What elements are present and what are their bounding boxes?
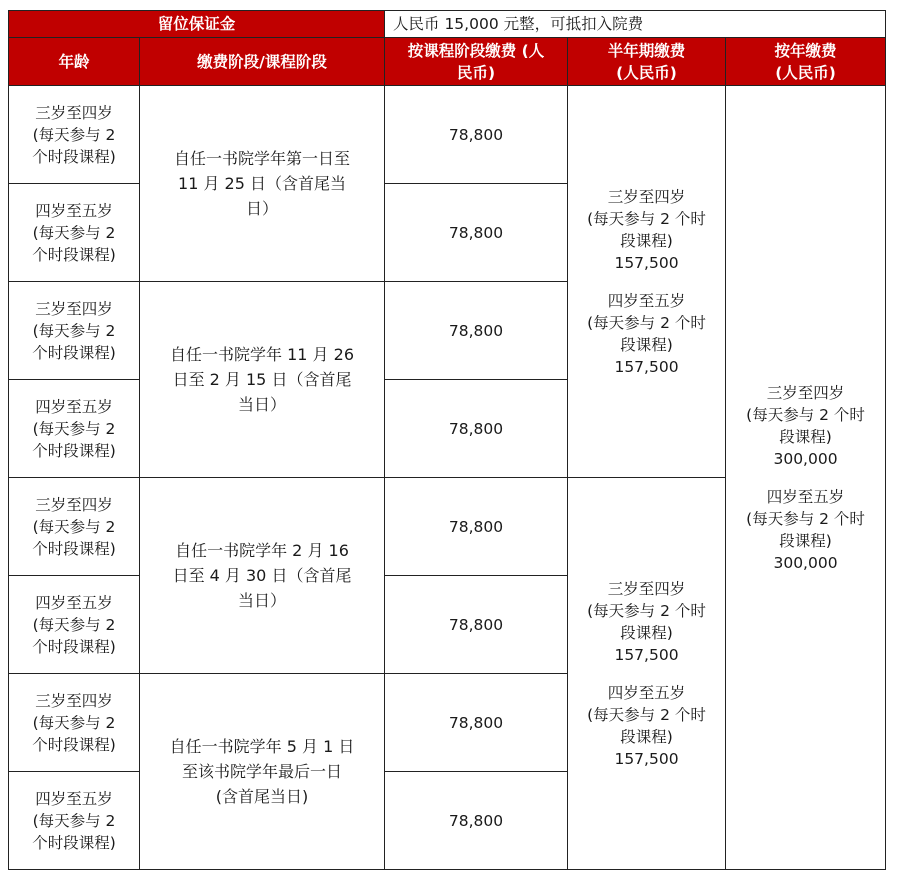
half-year-fee: 157,500 — [614, 357, 679, 376]
annual-cell — [726, 86, 886, 870]
header-row — [9, 38, 886, 86]
annual-block-three-four — [730, 382, 881, 470]
per-stage-fee: 78,800 — [385, 772, 568, 870]
header-annual: 按年缴费 (人民币) — [726, 38, 886, 86]
header-stage: 缴费阶段/课程阶段 — [140, 38, 385, 86]
fee-table — [8, 10, 886, 870]
age-cell: 四岁至五岁 (每天参与 2 个时段课程) — [9, 184, 140, 282]
age-cell: 四岁至五岁 (每天参与 2 个时段课程) — [9, 772, 140, 870]
half-year-label: 四岁至五岁 (每天参与 2 个时 段课程) — [587, 683, 706, 746]
age-cell: 三岁至四岁 (每天参与 2 个时段课程) — [9, 674, 140, 772]
annual-fee: 300,000 — [773, 553, 838, 572]
half-year-cell-first — [568, 86, 726, 478]
annual-label: 四岁至五岁 (每天参与 2 个时 段课程) — [746, 487, 865, 550]
half-year-fee: 157,500 — [614, 749, 679, 768]
per-stage-fee: 78,800 — [385, 674, 568, 772]
stage-cell: 自任一书院学年 2 月 16 日至 4 月 30 日（含首尾 当日） — [140, 478, 385, 674]
deposit-row — [9, 11, 886, 38]
per-stage-fee: 78,800 — [385, 380, 568, 478]
per-stage-fee: 78,800 — [385, 576, 568, 674]
half-year-label: 四岁至五岁 (每天参与 2 个时 段课程) — [587, 291, 706, 354]
deposit-value: 人民币 15,000 元整，可抵扣入院费 — [385, 11, 886, 38]
annual-label: 三岁至四岁 (每天参与 2 个时 段课程) — [746, 383, 865, 446]
age-cell: 四岁至五岁 (每天参与 2 个时段课程) — [9, 380, 140, 478]
half-year-fee: 157,500 — [614, 645, 679, 664]
half-year-label: 三岁至四岁 (每天参与 2 个时 段课程) — [587, 579, 706, 642]
deposit-label: 留位保证金 — [9, 11, 385, 38]
header-per-stage: 按课程阶段缴费 (人 民币) — [385, 38, 568, 86]
stage-cell: 自任一书院学年 11 月 26 日至 2 月 15 日（含首尾 当日） — [140, 282, 385, 478]
half-year-fee: 157,500 — [614, 253, 679, 272]
age-cell: 三岁至四岁 (每天参与 2 个时段课程) — [9, 478, 140, 576]
header-age: 年龄 — [9, 38, 140, 86]
table-row — [9, 86, 886, 184]
per-stage-fee: 78,800 — [385, 184, 568, 282]
per-stage-fee: 78,800 — [385, 282, 568, 380]
age-cell: 三岁至四岁 (每天参与 2 个时段课程) — [9, 86, 140, 184]
age-cell: 三岁至四岁 (每天参与 2 个时段课程) — [9, 282, 140, 380]
annual-block-four-five — [730, 486, 881, 574]
fee-table-container — [8, 10, 886, 870]
header-half-year: 半年期缴费 (人民币) — [568, 38, 726, 86]
per-stage-fee: 78,800 — [385, 478, 568, 576]
annual-fee: 300,000 — [773, 449, 838, 468]
half-year-block-four-five — [572, 290, 721, 378]
half-year-block-three-four — [572, 186, 721, 274]
age-cell: 四岁至五岁 (每天参与 2 个时段课程) — [9, 576, 140, 674]
half-year-block-three-four — [572, 578, 721, 666]
per-stage-fee: 78,800 — [385, 86, 568, 184]
stage-cell: 自任一书院学年 5 月 1 日 至该书院学年最后一日 (含首尾当日) — [140, 674, 385, 870]
half-year-cell-second — [568, 478, 726, 870]
half-year-label: 三岁至四岁 (每天参与 2 个时 段课程) — [587, 187, 706, 250]
stage-cell: 自任一书院学年第一日至 11 月 25 日（含首尾当 日） — [140, 86, 385, 282]
half-year-block-four-five — [572, 682, 721, 770]
